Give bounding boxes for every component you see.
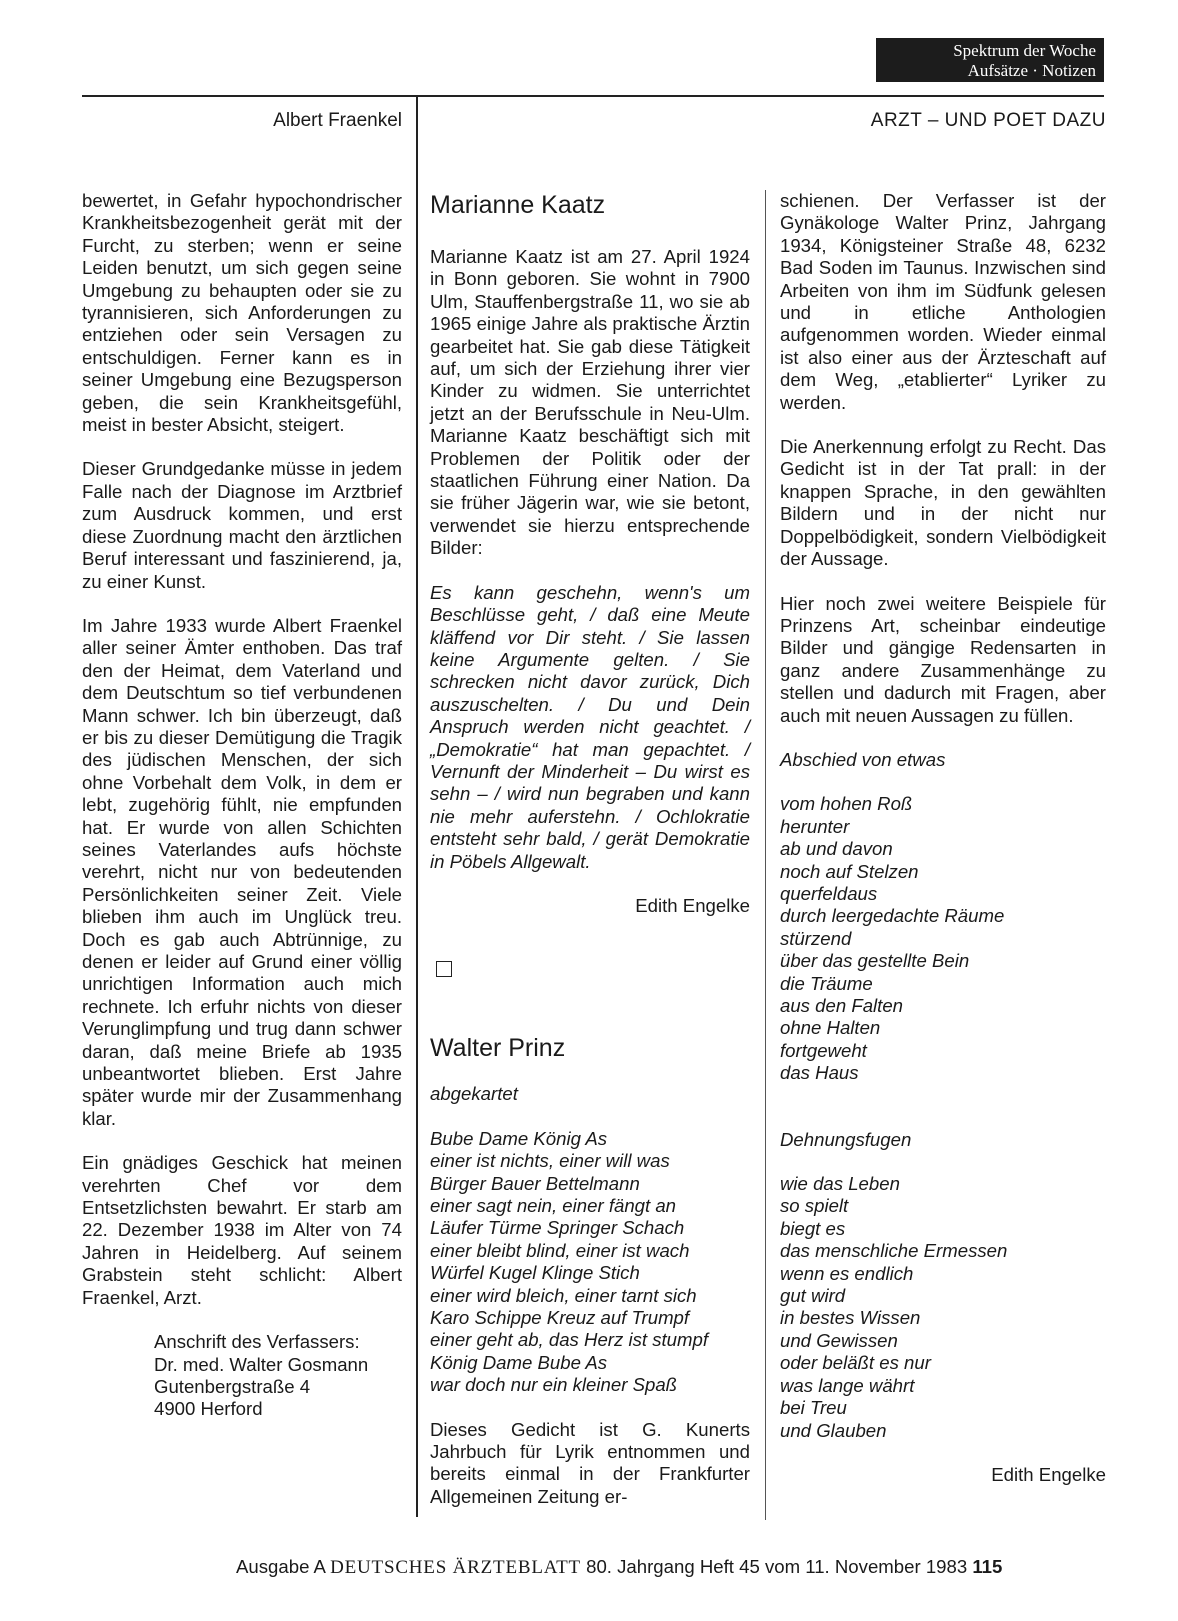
page-number: 115 [972,1556,1003,1577]
column-divider [416,97,418,1517]
poem-line: querfeldaus [780,882,878,904]
end-mark-icon [436,961,452,977]
poem-title: abgekartet [430,1083,518,1105]
poem-line: ab und davon [780,838,893,860]
poem-line: so spielt [780,1195,849,1217]
footer-journal: DEUTSCHES ÄRZTEBLATT [330,1557,581,1578]
poem-line: Karo Schippe Kreuz auf Trumpf [430,1307,690,1329]
poem-line: die Träume [780,972,873,994]
poem-line: das menschliche Ermessen [780,1240,1008,1262]
paragraph: Ein gnädiges Geschick hat meinen verehrten Chef vor dem Entsetzlichsten bewahrt. Er starb am 22. Dezember 1938 im Alter von 74 Jahren in Heidelberg. Auf seinem Grabstein steht schlicht: Albert Fraenkel, Arzt. [82,1152,402,1308]
section-badge [876,38,1104,82]
poem-line: ohne Halten [780,1017,881,1039]
address-line: 4900 Herford [154,1398,263,1420]
paragraph: bewertet, in Gefahr hypochondrischer Krankheitsbezogenheit gerät mit der Furcht, zu sterben; wenn er seine Leiden benutzt, um sich gegen seine Umgebung zu behaupten oder sie zu tyrannisieren, sich Anforderungen zu entziehen oder sein Versagen zu entschuldigen. Ferner kann es in seiner Umgebung eine Bezugsperson geben, die sein Krankheitsgefühl, meist in bester Absicht, steigert. [82,190,402,436]
poem-line: über das gestellte Bein [780,950,970,972]
poem-line: wenn es endlich [780,1262,914,1284]
address-line: Dr. med. Walter Gosmann [154,1353,369,1375]
paragraph: Im Jahre 1933 wurde Albert Fraenkel aller seiner Ämter enthoben. Das traf den der Heimat, dem Vaterland und dem Deutschtum so tief verbundenen Mann schwer. Ich bin überzeugt, daß er bis zu dieser Demütigung die Tragik des jüdischen Menschen, der sich ohne Vorbehalt dem Volk, in dem er lebt, zugehörig fühlt, nie empfunden hat. Er wurde von allen Schichten seines Vaterlandes aufs höchste verehrt, nicht nur von bedeutenden Persönlichkeiten seiner Zeit. Viele blieben ihm auch im Unglück treu. Doch es gab auch Abtrünnige, zu denen er leider auf Grund einer völlig unrichtigen Information auch mich rechnete. Ich erfuhr nichts von dieser Verunglimpfung und trug dann schwer daran, daß meine Briefe ab 1935 unbeantwortet blieben. Erst Jahre später wurde mir der Zusammenhang klar. [82,614,402,1129]
poem-line: Bube Dame König As [430,1127,608,1149]
address-line: Gutenbergstraße 4 [154,1375,311,1397]
poem-line: fortgeweht [780,1039,867,1061]
poem-line: aus den Falten [780,995,904,1016]
paragraph: Hier noch zwei weitere Beispiele für Prinzens Art, scheinbar eindeutige Bilder und gängige Redensarten in ganz andere Zusammenhänge zu stellen und dadurch mit Fragen, aber auch mit neuen Aussagen zu füllen. [780,592,1106,726]
poem-line: biegt es [780,1217,846,1239]
paragraph: Dieses Gedicht ist G. Kunerts Jahrbuch für Lyrik entnommen und bereits einmal in der Frankfurter Allgemeinen Zeitung er- [430,1418,750,1507]
section-heading: Walter Prinz [430,1034,566,1063]
poem-title: Abschied von etwas [780,748,946,770]
header-left-title: Albert Fraenkel [273,110,402,131]
quoted-poem: Es kann geschehn, wenn's um Beschlüsse geht, / daß eine Meute kläffend vor Dir steht. / Sie lassen keine Argumente gelten. / Sie schrecken nicht davor zurück, Dich auszuschelten. / Du und Dein Anspruch werden nicht geachtet. / „Demokratie“ hat man gepachtet. / Vernunft der Minderheit – Du wirst es sehn – / wird nun begraben und kann nie mehr auferstehn. / Ochlokratie entsteht sehr bald, / gerät Demokratie in Pöbels Allgewalt. [430,581,750,872]
poem-line: was lange währt [780,1374,915,1396]
poem-line: König Dame Bube As [430,1351,608,1373]
poem-line: das Haus [780,1062,859,1084]
poem-line: einer ist nichts, einer will was [430,1150,670,1172]
section-heading: Marianne Kaatz [430,191,606,219]
column-3 [780,190,1106,1486]
poem-line: herunter [780,815,850,837]
page-footer [236,1556,1002,1579]
poem-line: in bestes Wissen [780,1307,921,1329]
signature: Edith Engelke [635,894,750,916]
poem-line: durch leergedachte Räume [780,905,1005,927]
badge-line-2: Aufsätze · Notizen [967,61,1096,80]
poem-line: und Gewissen [780,1329,898,1351]
poem-line: stürzend [780,927,852,949]
header-rule [82,95,1104,97]
footer-issue: 80. Jahrgang Heft 45 vom 11. November 1983 [586,1556,968,1577]
poem-line: einer sagt nein, einer fängt an [430,1195,677,1216]
paragraph: schienen. Der Verfasser ist der Gynäkologe Walter Prinz, Jahrgang 1934, Königsteiner Straße 48, 6232 Bad Soden im Taunus. Inzwischen sind Arbeiten von ihm im Südfunk gelesen und in etliche Anthologien aufgenommen worden. Wieder einmal ist also einer aus der Ärzteschaft auf dem Weg, „etablierter“ Lyriker zu werden. [780,190,1106,413]
author-address [82,1331,402,1421]
poem-title: Dehnungsfugen [780,1128,912,1150]
poem-line: einer wird bleich, einer tarnt sich [430,1284,697,1306]
poem-line: Läufer Türme Springer Schach [430,1217,685,1239]
poem-line: Würfel Kugel Klinge Stich [430,1262,640,1284]
paragraph: Die Anerkennung erfolgt zu Recht. Das Gedicht ist in der Tat prall: in der knappen Sprache, in den gewählten Bildern und in der nicht nur Doppelbödigkeit, sondern Vielbödigkeit der Aussage. [780,436,1106,570]
signature: Edith Engelke [991,1463,1106,1485]
poem-line: war doch nur ein kleiner Spaß [430,1374,678,1396]
poem-line: gut wird [780,1285,846,1307]
poem [780,793,1106,1084]
column-1 [82,190,402,1421]
poem [780,1173,1106,1442]
poem-line: Bürger Bauer Bettelmann [430,1172,640,1194]
column-2 [430,190,750,1530]
poem-line: bei Treu [780,1397,847,1419]
badge-line-1: Spektrum der Woche [953,41,1096,60]
poem-line: und Glauben [780,1419,887,1441]
header-right-title: ARZT – UND POET DAZU [870,110,1106,131]
paragraph: Marianne Kaatz ist am 27. April 1924 in Bonn geboren. Sie wohnt in 7900 Ulm, Stauffenbergstraße 11, wo sie ab 1965 einige Jahre als praktische Ärztin gearbeitet hat. Sie gab diese Tätigkeit auf, um sich der Erziehung ihrer vier Kinder zu widmen. Sie unterrichtet jetzt an der Berufsschule in Neu-Ulm. Marianne Kaatz beschäftigt sich mit Problemen der Politik oder der staatlichen Führung einer Nation. Da sie früher Jägerin war, wie sie betont, verwendet sie hierzu entsprechende Bilder: [430,246,750,559]
address-line: Anschrift des Verfassers: [154,1331,360,1353]
poem-line: einer geht ab, das Herz ist stumpf [430,1329,709,1351]
poem-line: vom hohen Roß [780,793,913,815]
poem [430,1128,750,1397]
poem-line: oder beläßt es nur [780,1352,931,1374]
poem-line: noch auf Stelzen [780,860,919,882]
column-divider-2 [765,190,766,1520]
poem-line: einer bleibt blind, einer ist wach [430,1239,690,1261]
poem-line: wie das Leben [780,1173,900,1195]
paragraph: Dieser Grundgedanke müsse in jedem Falle nach der Diagnose im Arztbrief zum Ausdruck kommen, und erst diese Zuordnung macht den ärztlichen Beruf interessant und faszinierend, ja, zu einer Kunst. [82,458,402,592]
footer-edition: Ausgabe A [236,1556,325,1577]
